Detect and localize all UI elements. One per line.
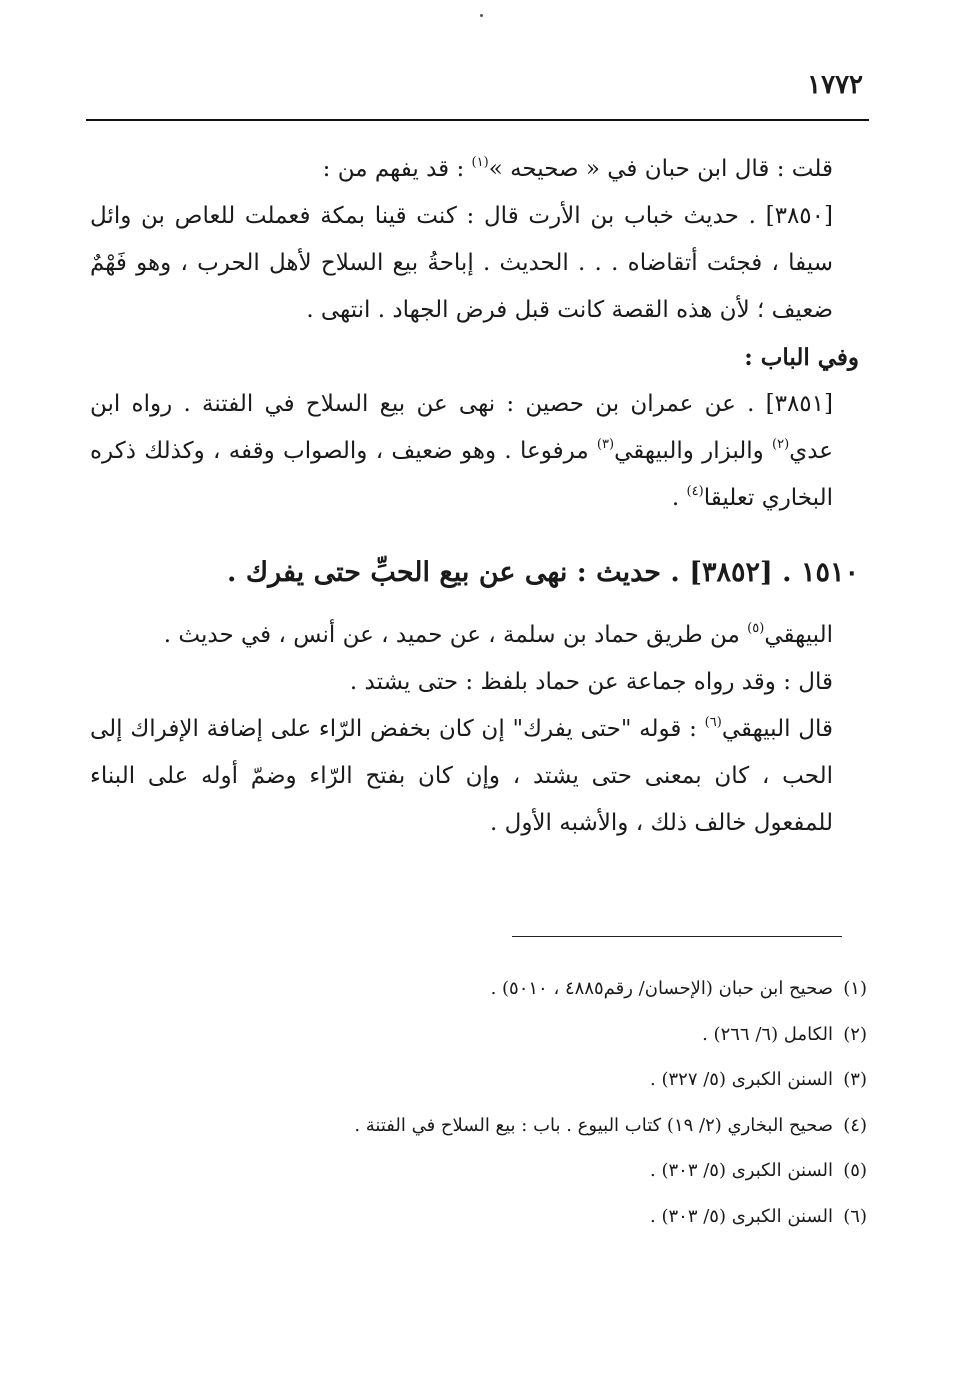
hadith-3850: [٣٨٥٠] . حديث خباب بن الأرت قال : كنت قينا بمكة فعملت للعاص بن وائل سيفا ، فجئت أتقاضاه . . . الحديث . إباحةُ بيع السلاح لأهل الحرب ، وهو فَهْمٌ ضعيف ؛ لأن هذه القصة كانت قبل فرض الجهاد . انتهى . [90,203,833,323]
header-rule [86,119,869,121]
footnote-ref: (٢) [772,437,790,452]
paragraph-text: البيهقي [764,622,833,648]
footnote-number: (١) [843,978,867,999]
footnote-ref: (٥) [747,621,765,636]
footnote-item [90,1057,867,1103]
paragraph-text: والبزار والبيهقي [614,438,773,464]
footnote-text: السنن الكبرى (٥/ ٣٢٧) . [650,1069,833,1090]
footnote-ref: (٤) [686,484,704,499]
paragraph-text: قلت : قال ابن حبان في « صحيحه » [488,156,833,182]
footnote-text: السنن الكبرى (٥/ ٣٠٣) . [650,1205,833,1227]
paragraph-bayhaqi-comment [90,706,859,847]
paragraph-text: قال البيهقي [721,716,833,742]
footnote-number: (٢) [843,1023,867,1045]
footnote-ref: (١) [471,155,489,170]
footnote-ref: (٣) [596,437,615,452]
footnote-item [90,966,867,1012]
footnote-text: السنن الكبرى (٥/ ٣٠٣) . [650,1160,833,1181]
footnote-ref: (٦) [704,715,722,730]
paragraph-text: [٣٨٥١] . عن عمران بن حصين : نهى عن بيع السلاح في الفتنة . رواه ابن عدي [90,391,833,464]
paragraph-text: من طريق حماد بن سلمة ، عن حميد ، عن أنس ، في حديث . [163,622,748,648]
section-heading: ١٥١٠ . [٣٨٥٢] . حديث : نهى عن بيع الحبِّ حتى يفرك . [227,557,859,588]
footnote-number: (٦) [843,1205,867,1227]
footnote-rule [512,936,842,937]
footnote-text: الكامل (٦/ ٢٦٦) . [702,1023,833,1045]
footnote-number: (٤) [843,1114,867,1136]
paragraph-qala: قال : وقد رواه جماعة عن حماد بلفظ : حتى يشتد . [349,669,833,695]
footnote-number: (٥) [843,1160,867,1181]
bab-label: وفي الباب : [744,344,859,371]
speck-mark [480,14,483,17]
footnote-item [90,1148,867,1194]
paragraph-text: : قد يفهم من : [322,156,472,182]
footnote-text: صحيح البخاري (٢/ ١٩) كتاب البيوع . باب : بيع السلاح في الفتنة . [354,1114,833,1136]
paragraph-text: مرفوعا . وهو ضعيف ، والصواب وقفه ، وكذلك ذكره البخاري تعليقا [90,438,833,511]
footnote-text: صحيح ابن حبان (الإحسان/ رقم٤٨٨٥ ، ٥٠١٠) . [490,978,833,999]
footnote-number: (٣) [843,1069,867,1090]
paragraph-text: : قوله "حتى يفرك" إن كان بخفض الرّاء على إضافة الإفراك إلى الحب ، كان بمعنى حتى يشتد ، وإن كان بفتح الرّاء وضمّ أوله على البناء للمفعول خالف ذلك ، والأشبه الأول . [90,716,833,836]
page-number: ١٧٧٢ [807,70,863,100]
paragraph-ibn-hibban [90,146,859,193]
footnote-item [90,1194,867,1240]
paragraph-text: . [671,485,687,511]
footnote-item [90,1103,867,1149]
footnotes [90,966,867,1239]
footnote-item [90,1012,867,1058]
hadith-3851 [90,381,859,522]
main-text [90,146,859,847]
paragraph-bayhaqi [90,612,859,659]
